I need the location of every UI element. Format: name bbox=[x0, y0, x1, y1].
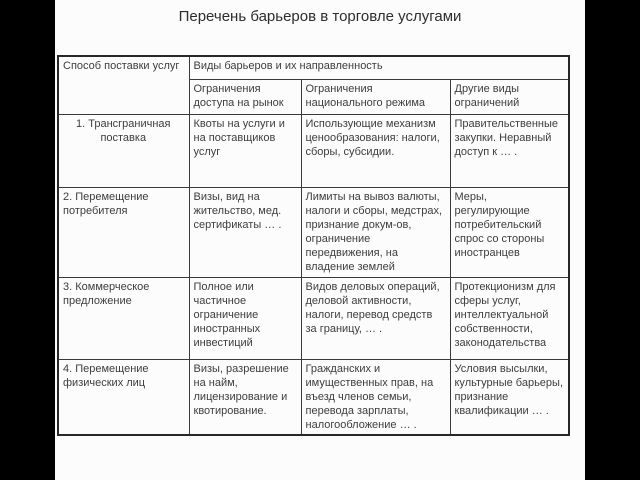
header-row-group bbox=[58, 56, 569, 79]
row-1-national-treatment-cell: Использующие механизм ценообразования: налоги, сборы, субсидии. bbox=[301, 114, 450, 187]
table-row-commercial-presence bbox=[58, 277, 569, 359]
row-1-method-cell: 1. Трансграничная поставка bbox=[58, 114, 189, 187]
header-national-treatment: Ограничения национального режима bbox=[301, 79, 450, 114]
page-title: Перечень барьеров в торговле услугами bbox=[178, 8, 462, 25]
table-row-consumer-movement bbox=[58, 187, 569, 277]
row-3-national-treatment-cell: Видов деловых операций, деловой активности, налоги, перевод средств за границу, … . bbox=[301, 277, 450, 359]
barriers-table bbox=[57, 55, 570, 436]
row-3-other-cell: Протекционизм для сферы услуг, интеллектуальной собственности, законодательства bbox=[450, 277, 569, 359]
table-row-cross-border-supply bbox=[58, 114, 569, 187]
row-4-market-access-cell: Визы, разрешение на найм, лицензирование и квотирование. bbox=[189, 359, 301, 435]
header-barrier-types-group: Виды барьеров и их направленность bbox=[189, 56, 569, 79]
header-market-access: Ограничения доступа на рынок bbox=[189, 79, 301, 114]
slide bbox=[55, 0, 585, 480]
row-4-national-treatment-cell: Гражданских и имущественных прав, на въезд членов семьи, перевода зарплаты, налогообложение … . bbox=[301, 359, 450, 435]
row-1-other-cell: Правительственные закупки. Неравный доступ к … . bbox=[450, 114, 569, 187]
row-2-national-treatment-cell: Лимиты на вывоз валюты, налоги и сборы, медстрах, признание докум-ов, ограничение передвижения, на владение землей bbox=[301, 187, 450, 277]
row-3-market-access-cell: Полное или частичное ограничение иностранных инвестиций bbox=[189, 277, 301, 359]
row-4-method-cell: 4. Перемещение физических лиц bbox=[58, 359, 189, 435]
row-3-method-cell: 3. Коммерческое предложение bbox=[58, 277, 189, 359]
row-2-method-cell: 2. Перемещение потребителя bbox=[58, 187, 189, 277]
row-4-other-cell: Условия высылки, культурные барьеры, признание квалификации … . bbox=[450, 359, 569, 435]
row-2-market-access-cell: Визы, вид на жительство, мед. сертификаты … . bbox=[189, 187, 301, 277]
row-1-market-access-cell: Квоты на услуги и на поставщиков услуг bbox=[189, 114, 301, 187]
table-row-movement-of-persons bbox=[58, 359, 569, 435]
header-other-restrictions: Другие виды ограничений bbox=[450, 79, 569, 114]
header-supply-method: Способ поставки услуг bbox=[58, 56, 189, 114]
row-2-other-cell: Меры, регулирующие потребительский спрос со стороны иностранцев bbox=[450, 187, 569, 277]
